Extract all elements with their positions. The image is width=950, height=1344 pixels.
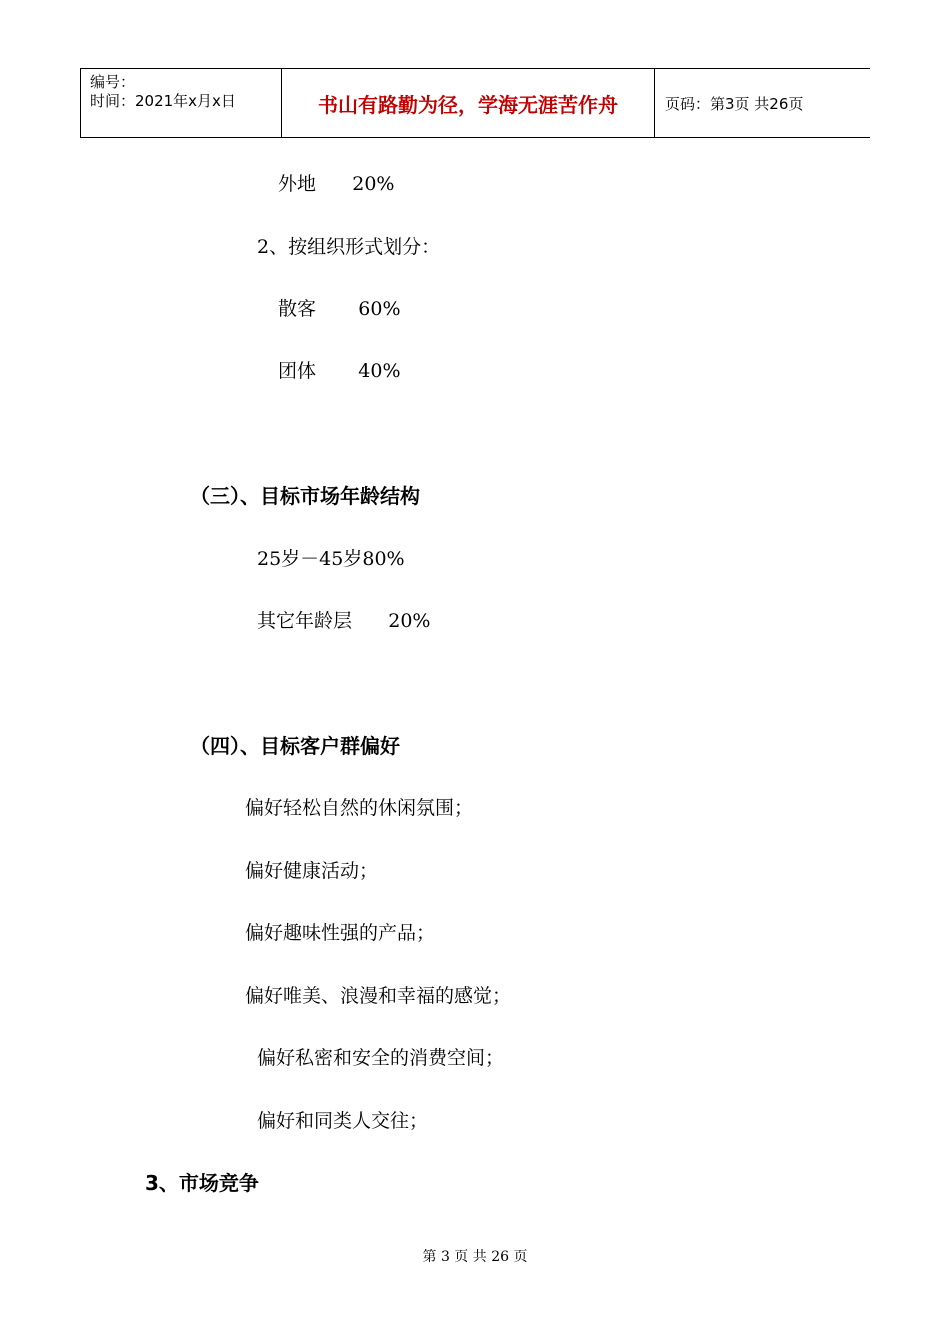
- section-heading: （三）、目标市场年龄结构: [190, 484, 420, 508]
- text-line: 外地 20%: [278, 173, 395, 195]
- list-item: 偏好趣味性强的产品；: [245, 922, 436, 944]
- header-meta: [90, 73, 236, 111]
- text-line: 2、按组织形式划分：: [257, 236, 441, 258]
- section-heading: 3、市场竞争: [145, 1171, 259, 1195]
- header-divider: [654, 69, 655, 137]
- text-line: 散客 60%: [278, 298, 401, 320]
- header-time: 时间：2021年x月x日: [90, 92, 236, 110]
- list-item: 偏好私密和安全的消费空间；: [257, 1047, 505, 1069]
- list-item: 偏好和同类人交往；: [257, 1110, 429, 1132]
- header-number: 编号：: [90, 73, 136, 91]
- page-footer: 第 3 页 共 26 页: [422, 1249, 528, 1265]
- text-line: 团体 40%: [278, 360, 401, 382]
- list-item: 偏好健康活动；: [245, 860, 379, 882]
- text-line: 25岁－45岁80%: [257, 548, 405, 570]
- list-item: 偏好唯美、浪漫和幸福的感觉；: [245, 985, 512, 1007]
- list-item: 偏好轻松自然的休闲氛围；: [245, 797, 474, 819]
- document-header: [80, 68, 870, 138]
- header-motto: 书山有路勤为径，学海无涯苦作舟: [318, 92, 618, 117]
- header-divider: [80, 69, 81, 137]
- section-heading: （四）、目标客户群偏好: [190, 734, 400, 758]
- header-page-info: 页码：第3页 共26页: [665, 94, 804, 113]
- text-line: 其它年龄层 20%: [257, 610, 431, 632]
